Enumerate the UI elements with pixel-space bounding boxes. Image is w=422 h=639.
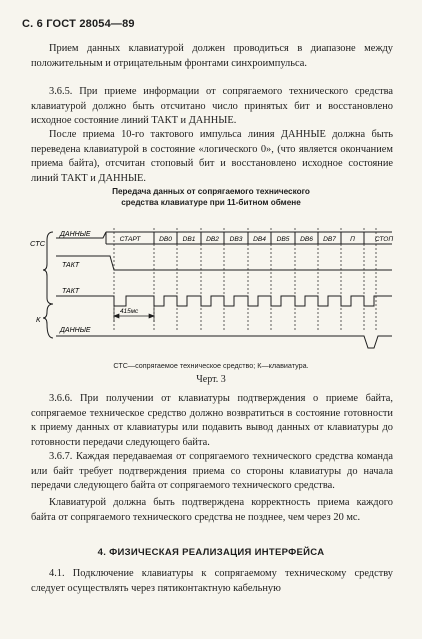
signal-data-keyboard	[56, 336, 392, 348]
stc-side-label: СТС	[30, 239, 46, 248]
field-db2: DB2	[206, 236, 219, 243]
signal-label-data-stc: ДАННЫЕ	[60, 231, 91, 238]
field-db3: DB3	[229, 236, 243, 243]
signal-clock-keyboard	[56, 296, 392, 306]
signal-label-clock-keyboard: ТАКТ	[62, 288, 80, 295]
paragraph-4-1: 4.1. Подключение клавиатуры к сопрягаемому техническому средству следует осуществлять через пятиконтактную кабельную	[31, 568, 393, 594]
field-stop: СТОП	[374, 236, 394, 243]
signal-data-stc	[56, 232, 392, 244]
field-db5: DB5	[276, 236, 290, 243]
k-bracket	[43, 304, 53, 338]
paragraph-3-6-5: 3.6.5. При приеме информации от сопрягаемого технического средства клавиатурой должно быть отсчитано число принятых бит и восстановлено исходное состояние линий ТАКТ и ДАННЫЕ.	[31, 86, 393, 127]
page-header: С. 6 ГОСТ 28054—89	[22, 18, 135, 30]
section-heading: 4. ФИЗИЧЕСКАЯ РЕАЛИЗАЦИЯ ИНТЕРФЕЙСА	[97, 547, 325, 558]
field-parity: П	[350, 236, 355, 243]
figure-title	[0, 186, 422, 208]
figure-caption: СТС—сопрягаемое техническое средство; К—клавиатура.	[113, 361, 309, 370]
field-db0: DB0	[159, 236, 172, 243]
paragraph-3-6-6: 3.6.6. При получении от клавиатуры подтверждения о приеме байта, сопрягаемое техническое средство должно возвратиться в состояние готовности к приему данных от клавиатуры или подавить вывод данных от клавиатуры до готовности передачи следующего байта.	[31, 393, 393, 448]
field-db1: DB1	[182, 236, 196, 243]
signal-label-data-keyboard: ДАННЫЕ	[60, 327, 91, 334]
figure-title-line1: Передача данных от сопрягаемого технического	[112, 187, 310, 196]
paragraph-after-10th-pulse: После приема 10-го тактового импульса линия ДАННЫЕ должна быть переведена клавиатурой в состояние «логического 0», (что является окончанием приема байта), отсчитан стоповый бит и восстановлено исходное состояние линий ТАКТ и ДАННЫЕ.	[31, 129, 393, 184]
field-db6: DB6	[300, 236, 313, 243]
signal-label-clock-stc: ТАКТ	[62, 262, 80, 269]
signal-clock-stc	[56, 256, 392, 270]
paragraph-3-6-7: 3.6.7. Каждая передаваемая от сопрягаемого технического средства команда или байт требует подтверждения приема со стороны клавиатуры до начала передачи следующего байта от сопрягаемого технического средства.	[31, 451, 393, 492]
figure-number: Черт. 3	[196, 374, 226, 385]
paragraph-data-reception: Прием данных клавиатурой должен проводиться в диапазоне между положительным и отрицательным фронтами синхроимпульса.	[31, 43, 393, 69]
timing-diagram	[0, 212, 422, 360]
field-db7: DB7	[323, 236, 336, 243]
k-side-label: К	[36, 315, 41, 324]
field-db4: DB4	[253, 236, 266, 243]
paragraph-acknowledge: Клавиатурой должна быть подтверждена корректность приема каждого байта от сопрягаемого технического средства не позднее, чем через 20 мс.	[31, 497, 393, 523]
timing-label: 415мс	[120, 308, 139, 315]
field-start: СТАРТ	[119, 236, 141, 243]
figure-title-line2: средства клавиатуре при 11-битном обмене	[121, 198, 301, 207]
